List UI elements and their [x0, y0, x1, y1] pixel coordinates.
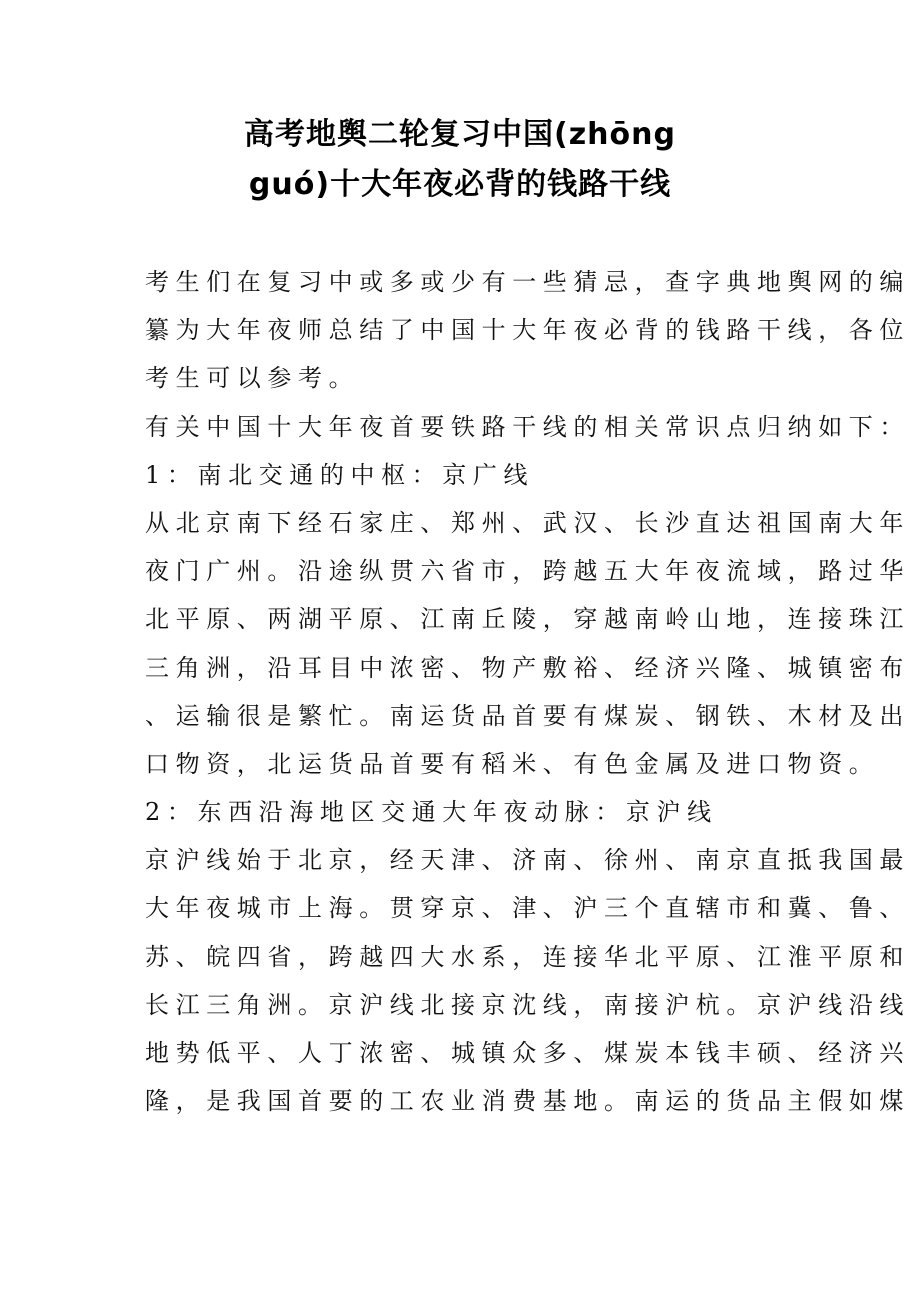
body-text-line: 地势低平、人丁浓密、城镇众多、煤炭本钱丰硕、经济兴: [145, 1039, 910, 1067]
body-text-line: 纂为大年夜师总结了中国十大年夜必背的钱路干线，各位: [145, 316, 910, 345]
body-text-line: 、运输很是繁忙。南运货品首要有煤炭、钢铁、木材及出: [145, 701, 910, 730]
body-text-line: 大年夜城市上海。贯穿京、津、沪三个直辖市和冀、鲁、: [145, 894, 910, 923]
body-text-line: 隆，是我国首要的工农业消费基地。南运的货品主假如煤: [145, 1087, 910, 1116]
body-text-line: 考生们在复习中或多或少有一些猜忌，查字典地舆网的编: [145, 268, 910, 296]
document-title-line-2: guó)十大年夜必背的钱路干线: [248, 167, 672, 202]
body-text-line: 1：南北交通的中枢：京广线: [145, 460, 535, 489]
body-text-line: 苏、皖四省，跨越四大水系，连接华北平原、江淮平原和: [145, 942, 910, 971]
body-text-line: 考生可以参考。: [145, 364, 360, 393]
body-text-line: 三角洲，沿耳目中浓密、物产敷裕、经济兴隆、城镇密布: [145, 653, 910, 682]
body-text-line: 夜门广州。沿途纵贯六省市，跨越五大年夜流域，路过华: [145, 557, 910, 586]
body-text-line: 口物资，北运货品首要有稻米、有色金属及进口物资。: [145, 749, 880, 778]
body-text-line: 长江三角洲。京沪线北接京沈线，南接沪杭。京沪线沿线: [145, 990, 910, 1019]
document-title-line-1: 高考地舆二轮复习中国(zhōng: [244, 117, 676, 152]
document-body: [145, 262, 910, 1129]
body-text-line: 北平原、两湖平原、江南丘陵，穿越南岭山地，连接珠江: [145, 605, 910, 634]
body-text-line: 从北京南下经石家庄、郑州、武汉、长沙直达祖国南大年: [145, 508, 910, 537]
body-text-line: 有关中国十大年夜首要铁路干线的相关常识点归纳如下：: [145, 412, 910, 441]
body-text-line: 京沪线始于北京，经天津、济南、徐州、南京直抵我国最: [145, 846, 910, 875]
body-text-line: 2：东西沿海地区交通大年夜动脉：京沪线: [145, 798, 718, 827]
